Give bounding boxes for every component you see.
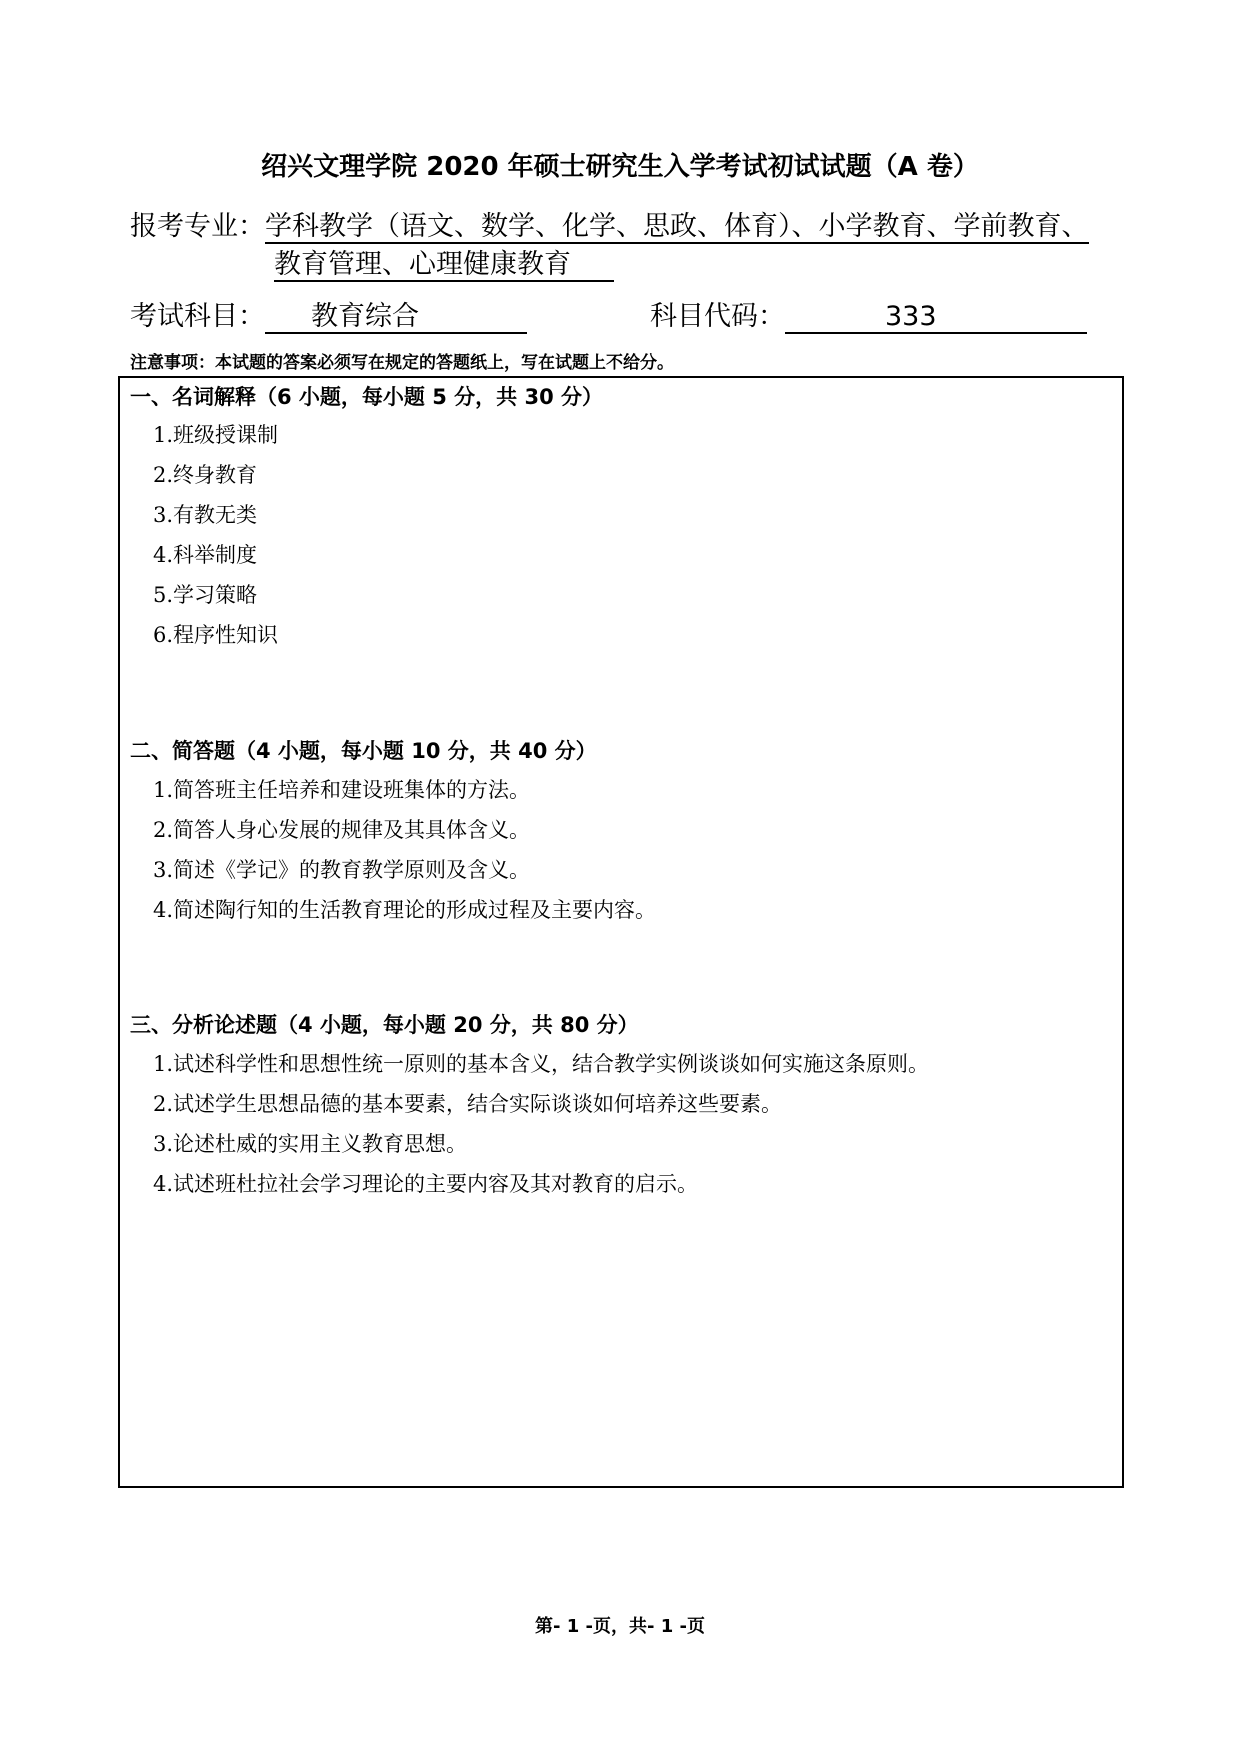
- major-value-1: 学科教学（语文、数学、化学、思政、体育）、小学教育、学前教育、: [265, 211, 1089, 242]
- list-item: 4.简述陶行知的生活教育理论的形成过程及主要内容。: [153, 898, 657, 922]
- page-footer: 第- 1 -页，共- 1 -页: [535, 1616, 705, 1637]
- list-item: 1.简答班主任培养和建设班集体的方法。: [153, 778, 531, 802]
- list-item: 6.程序性知识: [153, 623, 279, 647]
- question-box: [118, 376, 1124, 1488]
- section-3-heading: 三、分析论述题（4 小题，每小题 20 分，共 80 分）: [130, 1013, 639, 1037]
- list-item: 2.简答人身心发展的规律及其具体含义。: [153, 818, 531, 842]
- code-value: 333: [785, 300, 1087, 334]
- subject-row: [130, 294, 527, 334]
- list-item: 2.终身教育: [153, 463, 258, 487]
- list-item: 3.有教无类: [153, 503, 258, 527]
- list-item: 1.试述科学性和思想性统一原则的基本含义，结合教学实例谈谈如何实施这条原则。: [153, 1052, 930, 1076]
- exam-title: 绍兴文理学院 2020 年硕士研究生入学考试初试试题（A 卷）: [261, 152, 979, 182]
- notice: 注意事项：本试题的答案必须写在规定的答题纸上，写在试题上不给分。: [130, 353, 674, 373]
- list-item: 4.试述班杜拉社会学习理论的主要内容及其对教育的启示。: [153, 1172, 699, 1196]
- section-1-heading: 一、名词解释（6 小题，每小题 5 分，共 30 分）: [130, 385, 604, 409]
- list-item: 1.班级授课制: [153, 423, 279, 447]
- major-label: 报考专业：: [130, 211, 265, 242]
- code-row: [650, 294, 1087, 334]
- subject-label: 考试科目：: [130, 301, 265, 332]
- list-item: 2.试述学生思想品德的基本要素，结合实际谈谈如何培养这些要素。: [153, 1092, 783, 1116]
- list-item: 4.科举制度: [153, 543, 258, 567]
- major-value-2: 教育管理、心理健康教育: [274, 250, 614, 282]
- major-line-1: [130, 204, 1089, 244]
- list-item: 5.学习策略: [153, 583, 258, 607]
- section-2-heading: 二、简答题（4 小题，每小题 10 分，共 40 分）: [130, 739, 597, 763]
- major-line-2: [274, 249, 614, 282]
- code-label: 科目代码：: [650, 301, 785, 332]
- list-item: 3.简述《学记》的教育教学原则及含义。: [153, 858, 531, 882]
- list-item: 3.论述杜威的实用主义教育思想。: [153, 1132, 468, 1156]
- subject-value: 教育综合: [265, 300, 527, 334]
